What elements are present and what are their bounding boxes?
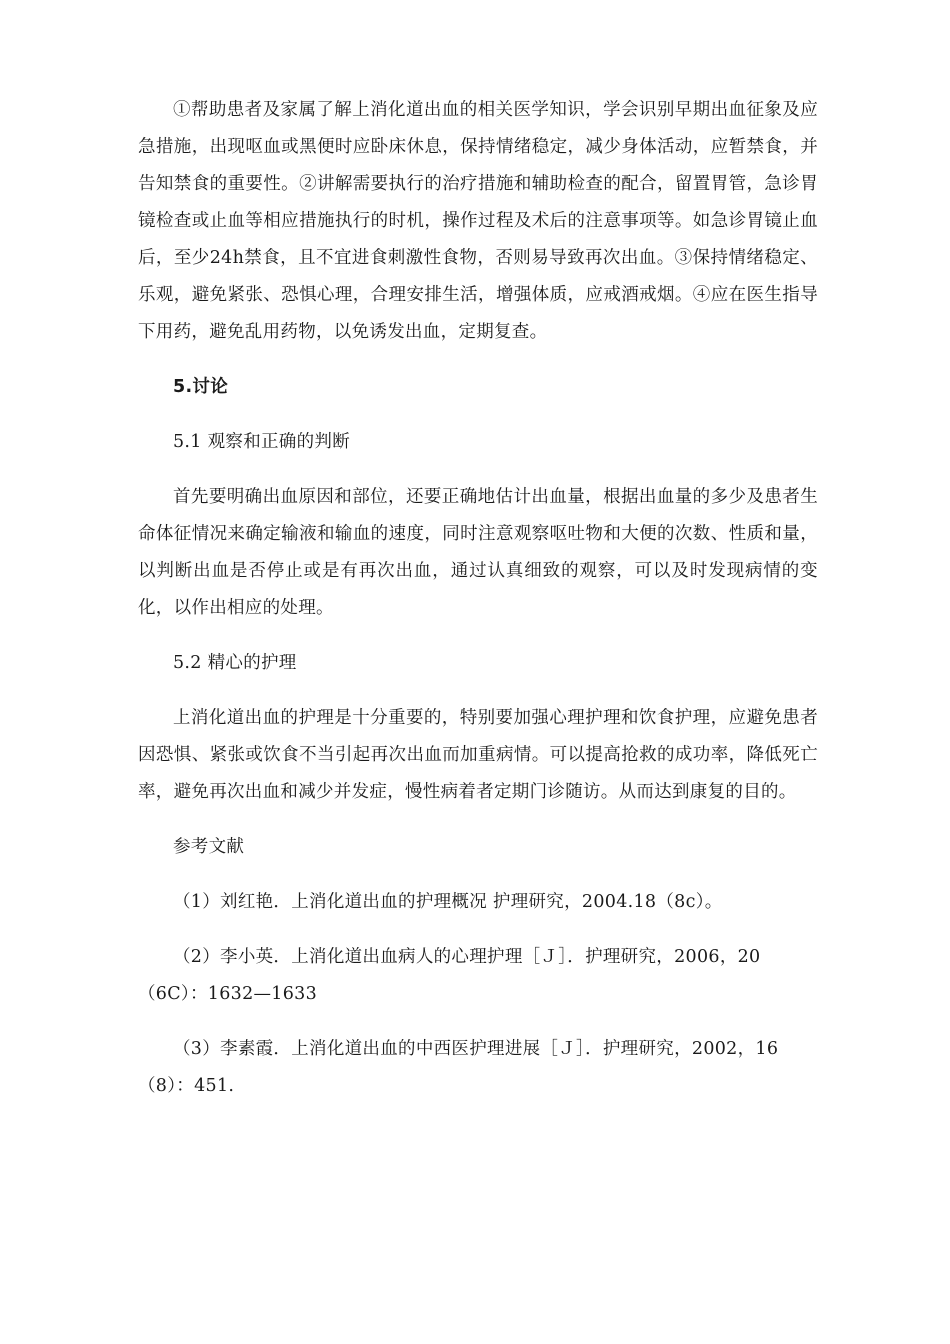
document-page (138, 92, 818, 1105)
references-heading: 参考文献 (173, 837, 245, 857)
nursing-paragraph: 上消化道出血的护理是十分重要的，特别要加强心理护理和饮食护理，应避免患者因恐惧、紧张或饮食不当引起再次出血而加重病情。可以提高抢救的成功率，降低死亡率，避免再次出血和减少并发症，慢性病着者定期门诊随访。从而达到康复的目的。 (138, 708, 818, 802)
education-paragraph: ①帮助患者及家属了解上消化道出血的相关医学知识，学会识别早期出血征象及应急措施，出现呕血或黑便时应卧床休息，保持情绪稳定，减少身体活动，应暂禁食，并告知禁食的重要性。②讲解需要执行的治疗措施和辅助检查的配合，留置胃管，急诊胃镜检查或止血等相应措施执行的时机，操作过程及术后的注意事项等。如急诊胃镜止血后，至少24h禁食，且不宜进食刺激性食物，否则易导致再次出血。③保持情绪稳定、乐观，避免紧张、恐惧心理，合理安排生活，增强体质，应戒酒戒烟。④应在医生指导下用药，避免乱用药物，以免诱发出血，定期复查。 (138, 100, 818, 342)
reference-item-3: （3）李素霞．上消化道出血的中西医护理进展［Ｊ］．护理研究，2002，16（8）：451. (138, 1039, 779, 1096)
observation-paragraph: 首先要明确出血原因和部位，还要正确地估计出血量，根据出血量的多少及患者生命体征情况来确定输液和输血的速度，同时注意观察呕吐物和大便的次数、性质和量，以判断出血是否停止或是有再次出血，通过认真细致的观察，可以及时发现病情的变化，以作出相应的处理。 (138, 487, 818, 618)
discussion-heading: 5.讨论 (173, 377, 229, 397)
nursing-subheading: 5.2 精心的护理 (173, 653, 297, 673)
reference-item-1: （1）刘红艳．上消化道出血的护理概况 护理研究，2004.18（8c）。 (173, 892, 723, 912)
reference-item-2: （2）李小英．上消化道出血病人的心理护理［Ｊ］．护理研究，2006，20（6C）：1632—1633 (138, 947, 761, 1004)
observation-subheading: 5.1 观察和正确的判断 (173, 432, 350, 452)
